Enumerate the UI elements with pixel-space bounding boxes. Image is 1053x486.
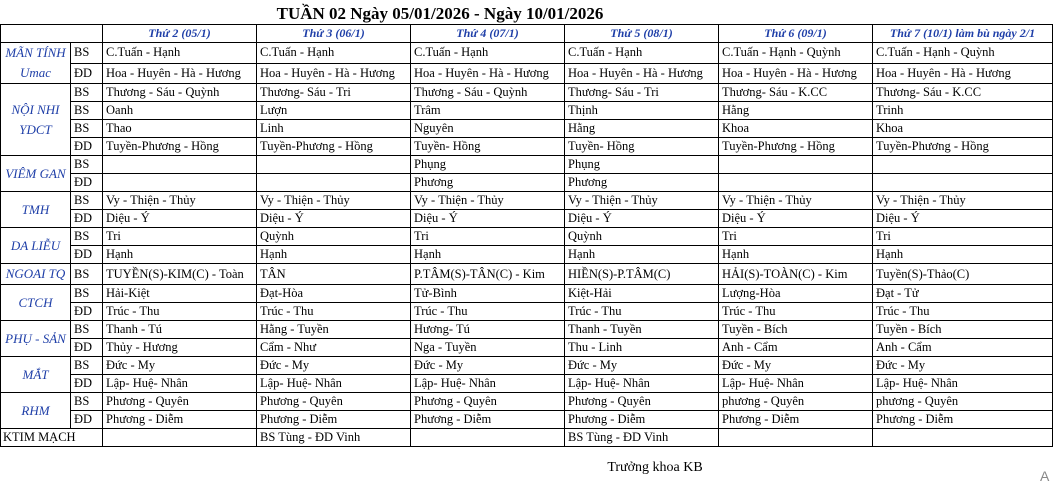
schedule-cell — [103, 156, 257, 174]
schedule-cell: Hoa - Huyên - Hà - Hương — [411, 63, 565, 84]
department-name: RHM — [1, 393, 71, 429]
schedule-cell: Thịnh — [565, 102, 719, 120]
schedule-cell: Tuyền-Phương - Hồng — [873, 138, 1053, 156]
schedule-cell: Hoa - Huyên - Hà - Hương — [257, 63, 411, 84]
schedule-cell: phương - Quyên — [719, 393, 873, 411]
schedule-cell: Diệu - Ý — [257, 210, 411, 228]
schedule-cell: Phương - Quyên — [257, 393, 411, 411]
schedule-cell — [873, 429, 1053, 447]
table-row — [1, 429, 1053, 447]
schedule-cell: C.Tuấn - Hạnh — [103, 43, 257, 64]
table-row — [1, 120, 1053, 138]
schedule-cell: Phương — [411, 174, 565, 192]
schedule-cell: Kiệt-Hải — [565, 285, 719, 303]
schedule-cell: Tri — [873, 228, 1053, 246]
schedule-cell: Tri — [719, 228, 873, 246]
table-row — [1, 321, 1053, 339]
schedule-cell: Thương- Sáu - K.CC — [873, 84, 1053, 102]
schedule-cell — [873, 156, 1053, 174]
schedule-cell: Đức - My — [257, 357, 411, 375]
schedule-cell: Diệu - Ý — [873, 210, 1053, 228]
schedule-cell: Đức - My — [103, 357, 257, 375]
day-header: Thứ 4 (07/1) — [411, 25, 565, 43]
schedule-cell: Vy - Thiện - Thủy — [719, 192, 873, 210]
schedule-cell: Lượn — [257, 102, 411, 120]
schedule-cell: Hạnh — [719, 246, 873, 264]
schedule-cell: Vy - Thiện - Thủy — [873, 192, 1053, 210]
role-cell: ĐD — [71, 411, 103, 429]
schedule-cell: Hoa - Huyên - Hà - Hương — [103, 63, 257, 84]
schedule-cell: BS Tùng - ĐD Vinh — [257, 429, 411, 447]
schedule-cell: Hằng — [719, 102, 873, 120]
header-corner — [1, 25, 103, 43]
role-cell: BS — [71, 285, 103, 303]
schedule-cell: Phụng — [411, 156, 565, 174]
day-header: Thứ 5 (08/1) — [565, 25, 719, 43]
schedule-cell: Tử-Bình — [411, 285, 565, 303]
schedule-cell: Nga - Tuyền — [411, 339, 565, 357]
schedule-cell: Linh — [257, 120, 411, 138]
department-name: NỘI NHI YDCT — [1, 84, 71, 156]
role-cell: BS — [71, 192, 103, 210]
schedule-cell: Khoa — [719, 120, 873, 138]
schedule-cell: Tuyền-Phương - Hồng — [257, 138, 411, 156]
schedule-cell: Trúc - Thu — [103, 303, 257, 321]
department-name: DA LIỄU — [1, 228, 71, 264]
schedule-cell: Phụng — [565, 156, 719, 174]
schedule-cell — [257, 156, 411, 174]
schedule-cell: Phương - Diễm — [257, 411, 411, 429]
schedule-cell: Trúc - Thu — [257, 303, 411, 321]
schedule-cell: Tri — [411, 228, 565, 246]
schedule-cell: Phương - Quyên — [103, 393, 257, 411]
schedule-cell: Thanh - Tú — [103, 321, 257, 339]
schedule-cell: Thương- Sáu - Tri — [257, 84, 411, 102]
schedule-cell: Tuyền - Bích — [873, 321, 1053, 339]
table-row — [1, 393, 1053, 411]
schedule-cell: Lập- Huệ- Nhân — [565, 375, 719, 393]
schedule-cell: Tuyền- Hồng — [565, 138, 719, 156]
header-row — [1, 25, 1053, 43]
schedule-cell: Trúc - Thu — [873, 303, 1053, 321]
schedule-cell: Phương - Quyên — [411, 393, 565, 411]
schedule-cell — [103, 429, 257, 447]
schedule-cell: Trinh — [873, 102, 1053, 120]
table-row — [1, 411, 1053, 429]
schedule-cell: Thương- Sáu - K.CC — [719, 84, 873, 102]
day-header: Thứ 2 (05/1) — [103, 25, 257, 43]
schedule-cell: Trâm — [411, 102, 565, 120]
schedule-cell: Hoa - Huyên - Hà - Hương — [565, 63, 719, 84]
role-cell: ĐD — [71, 210, 103, 228]
schedule-cell: Phương - Quyên — [565, 393, 719, 411]
table-row — [1, 63, 1053, 84]
schedule-cell: Thương - Sáu - Quỳnh — [411, 84, 565, 102]
corner-mark: A — [1040, 468, 1050, 484]
schedule-cell — [719, 429, 873, 447]
day-header: Thứ 6 (09/1) — [719, 25, 873, 43]
table-row — [1, 84, 1053, 102]
schedule-cell — [257, 174, 411, 192]
schedule-cell: Phương - Diễm — [411, 411, 565, 429]
schedule-cell: HIỀN(S)-P.TÂM(C) — [565, 264, 719, 285]
schedule-cell: Tuyền- Hồng — [411, 138, 565, 156]
schedule-cell: Tuyền-Phương - Hồng — [719, 138, 873, 156]
schedule-cell: C.Tuấn - Hạnh - Quỳnh — [719, 43, 873, 64]
role-cell: ĐD — [71, 339, 103, 357]
schedule-cell: Vy - Thiện - Thủy — [257, 192, 411, 210]
schedule-cell: HẢI(S)-TOÀN(C) - Kim — [719, 264, 873, 285]
role-cell: BS — [71, 321, 103, 339]
schedule-cell — [103, 174, 257, 192]
schedule-cell: Lập- Huệ- Nhân — [103, 375, 257, 393]
table-row — [1, 375, 1053, 393]
schedule-cell: Lập- Huệ- Nhân — [257, 375, 411, 393]
table-row — [1, 228, 1053, 246]
role-cell: BS — [71, 43, 103, 64]
schedule-cell: BS Tùng - ĐD Vinh — [565, 429, 719, 447]
schedule-cell: Lập- Huệ- Nhân — [411, 375, 565, 393]
schedule-table — [0, 24, 1053, 447]
schedule-cell: Hoa - Huyên - Hà - Hương — [873, 63, 1053, 84]
table-row — [1, 285, 1053, 303]
department-name: CTCH — [1, 285, 71, 321]
schedule-cell: Đức - My — [719, 357, 873, 375]
schedule-cell: Hạnh — [565, 246, 719, 264]
schedule-cell: Phương - Diễm — [103, 411, 257, 429]
role-cell: BS — [71, 120, 103, 138]
role-cell: BS — [71, 228, 103, 246]
schedule-cell: Phương — [565, 174, 719, 192]
department-name: MẮT — [1, 357, 71, 393]
schedule-cell: TÂN — [257, 264, 411, 285]
schedule-cell: Vy - Thiện - Thủy — [565, 192, 719, 210]
department-name: MÃN TÍNH Umac — [1, 43, 71, 84]
table-row — [1, 264, 1053, 285]
schedule-cell: Thương - Sáu - Quỳnh — [103, 84, 257, 102]
schedule-cell: Hạnh — [103, 246, 257, 264]
day-header: Thứ 7 (10/1) làm bù ngày 2/1 — [873, 25, 1053, 43]
ktim-label: KTIM MẠCH — [1, 429, 103, 447]
schedule-cell: Vy - Thiện - Thủy — [103, 192, 257, 210]
schedule-cell: Trúc - Thu — [565, 303, 719, 321]
schedule-cell: Vy - Thiện - Thủy — [411, 192, 565, 210]
schedule-cell: Thương- Sáu - Tri — [565, 84, 719, 102]
table-row — [1, 303, 1053, 321]
schedule-cell: Tuyền(S)-Thảo(C) — [873, 264, 1053, 285]
role-cell: BS — [71, 393, 103, 411]
schedule-cell: Đức - My — [565, 357, 719, 375]
schedule-cell: Thao — [103, 120, 257, 138]
department-name: PHỤ - SẢN — [1, 321, 71, 357]
schedule-cell: Quỳnh — [565, 228, 719, 246]
table-row — [1, 102, 1053, 120]
schedule-cell: Tri — [103, 228, 257, 246]
schedule-cell: Thủy - Hương — [103, 339, 257, 357]
schedule-cell: Quỳnh — [257, 228, 411, 246]
schedule-cell — [719, 174, 873, 192]
schedule-cell: C.Tuấn - Hạnh — [257, 43, 411, 64]
table-row — [1, 192, 1053, 210]
schedule-cell: Hạnh — [411, 246, 565, 264]
role-cell: ĐD — [71, 246, 103, 264]
role-cell: ĐD — [71, 174, 103, 192]
department-name: TMH — [1, 192, 71, 228]
schedule-cell: Hằng - Tuyền — [257, 321, 411, 339]
schedule-cell: Hoa - Huyên - Hà - Hương — [719, 63, 873, 84]
schedule-cell: Đức - My — [873, 357, 1053, 375]
schedule-cell: C.Tuấn - Hạnh - Quỳnh — [873, 43, 1053, 64]
schedule-cell: Cẩm - Như — [257, 339, 411, 357]
day-header: Thứ 3 (06/1) — [257, 25, 411, 43]
schedule-cell — [719, 156, 873, 174]
schedule-cell: Phương - Diễm — [565, 411, 719, 429]
schedule-cell: TUYỀN(S)-KIM(C) - Toàn — [103, 264, 257, 285]
schedule-cell: Diệu - Ý — [565, 210, 719, 228]
schedule-cell: Hạnh — [873, 246, 1053, 264]
table-row — [1, 138, 1053, 156]
schedule-cell: Phương - Diễm — [719, 411, 873, 429]
table-row — [1, 174, 1053, 192]
schedule-cell: Trúc - Thu — [719, 303, 873, 321]
role-cell: ĐD — [71, 375, 103, 393]
schedule-cell: Trúc - Thu — [411, 303, 565, 321]
schedule-cell: C.Tuấn - Hạnh — [411, 43, 565, 64]
schedule-cell: Thanh - Tuyền — [565, 321, 719, 339]
schedule-cell: Khoa — [873, 120, 1053, 138]
table-row — [1, 246, 1053, 264]
schedule-cell: Đức - My — [411, 357, 565, 375]
schedule-cell: Đạt-Hòa — [257, 285, 411, 303]
schedule-cell — [873, 174, 1053, 192]
role-cell: BS — [71, 357, 103, 375]
schedule-cell: Diệu - Ý — [719, 210, 873, 228]
schedule-cell: Oanh — [103, 102, 257, 120]
schedule-cell: Tuyền - Bích — [719, 321, 873, 339]
schedule-cell: Lập- Huệ- Nhân — [873, 375, 1053, 393]
role-cell: ĐD — [71, 138, 103, 156]
schedule-cell: Hạnh — [257, 246, 411, 264]
department-name: NGOAI TQ — [1, 264, 71, 285]
schedule-cell: Hải-Kiệt — [103, 285, 257, 303]
schedule-cell: Anh - Cẩm — [719, 339, 873, 357]
table-row — [1, 43, 1053, 64]
schedule-cell: Đạt - Tử — [873, 285, 1053, 303]
schedule-cell: Hằng — [565, 120, 719, 138]
department-name: VIÊM GAN — [1, 156, 71, 192]
schedule-cell: Anh - Cẩm — [873, 339, 1053, 357]
role-cell: BS — [71, 102, 103, 120]
role-cell: BS — [71, 264, 103, 285]
schedule-cell: phương - Quyên — [873, 393, 1053, 411]
schedule-cell: Diệu - Ý — [103, 210, 257, 228]
table-row — [1, 339, 1053, 357]
table-row — [1, 357, 1053, 375]
signature-label: Trưởng khoa KB — [607, 460, 703, 475]
schedule-cell: Hương- Tú — [411, 321, 565, 339]
schedule-cell — [411, 429, 565, 447]
table-row — [1, 156, 1053, 174]
schedule-cell: Lượng-Hòa — [719, 285, 873, 303]
schedule-cell: Tuyền-Phương - Hồng — [103, 138, 257, 156]
table-row — [1, 210, 1053, 228]
role-cell: BS — [71, 156, 103, 174]
page-title: TUẦN 02 Ngày 05/01/2026 - Ngày 10/01/2026 — [276, 4, 604, 23]
schedule-cell: Thu - Linh — [565, 339, 719, 357]
schedule-cell: P.TÂM(S)-TÂN(C) - Kim — [411, 264, 565, 285]
role-cell: ĐD — [71, 303, 103, 321]
schedule-cell: Lập- Huệ- Nhân — [719, 375, 873, 393]
role-cell: ĐD — [71, 63, 103, 84]
schedule-cell: Phương - Diễm — [873, 411, 1053, 429]
schedule-cell: C.Tuấn - Hạnh — [565, 43, 719, 64]
schedule-cell: Diệu - Ý — [411, 210, 565, 228]
schedule-cell: Nguyên — [411, 120, 565, 138]
role-cell: BS — [71, 84, 103, 102]
